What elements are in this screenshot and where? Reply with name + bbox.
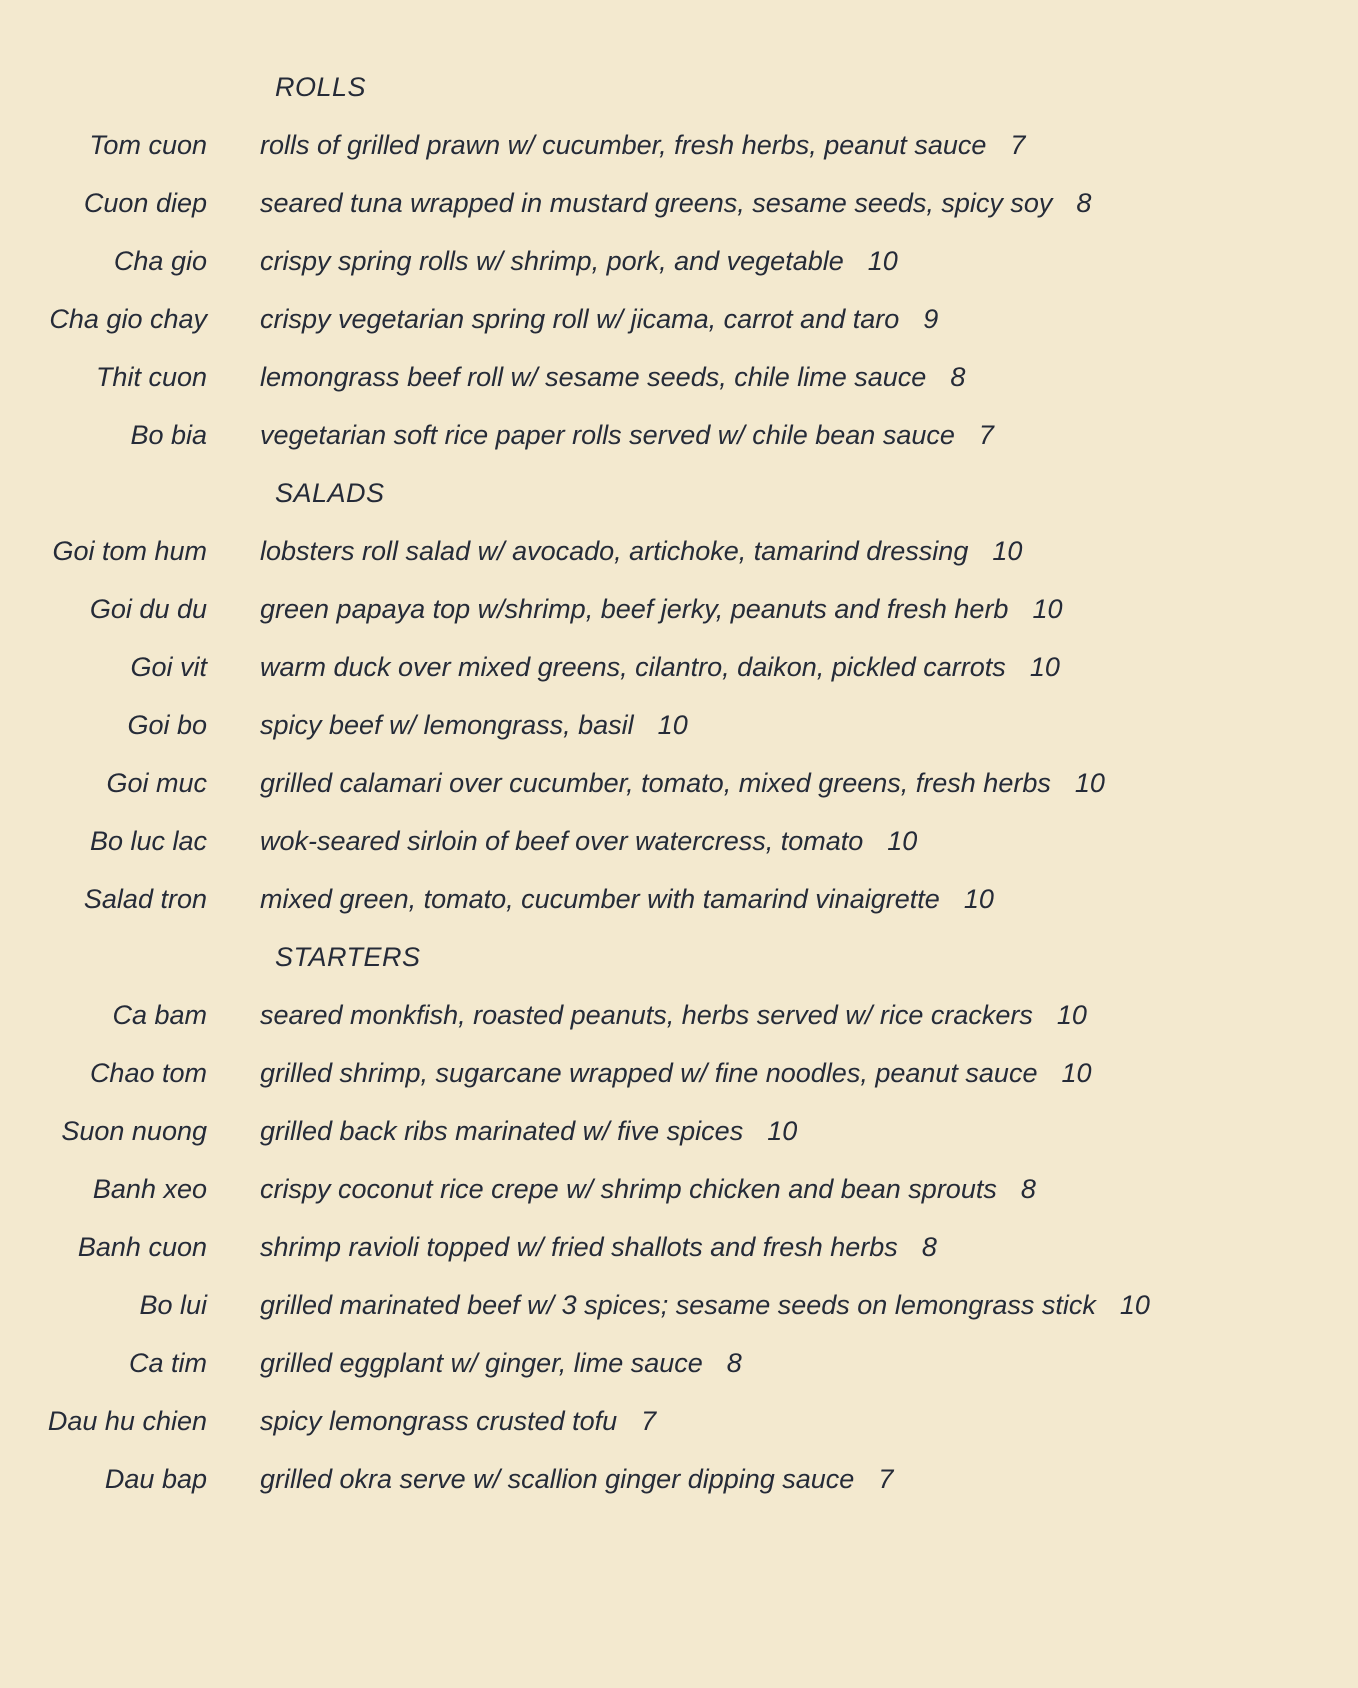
item-description-container [260,1044,1092,1102]
item-name: Tom cuon [89,130,207,160]
menu-section [0,928,1358,1508]
item-name: Goi du du [89,594,207,624]
item-name: Thit cuon [95,362,207,392]
item-description: wok-seared sirloin of beef over watercress, tomato [260,826,864,856]
item-description-container [260,1218,937,1276]
menu-item-row [0,1160,1358,1218]
item-name: Salad tron [83,884,207,914]
item-price: 8 [726,1348,742,1378]
item-description-container [260,696,688,754]
item-description: warm duck over mixed greens, cilantro, daikon, pickled carrots [260,652,1006,682]
item-name: Suon nuong [61,1116,207,1146]
item-price: 7 [641,1406,657,1436]
item-name: Goi bo [127,710,207,740]
menu-item-row [0,1218,1358,1276]
item-price: 10 [1061,1058,1092,1088]
item-description-container [260,638,1060,696]
item-name: Chao tom [89,1058,207,1088]
item-description-container [260,174,1091,232]
item-description: lobsters roll salad w/ avocado, artichoke, tamarind dressing [260,536,969,566]
menu-content [0,58,1358,1508]
item-description: crispy spring rolls w/ shrimp, pork, and vegetable [260,246,844,276]
menu-section [0,464,1358,928]
item-description-container [260,812,917,870]
menu-item-row [0,986,1358,1044]
item-price: 7 [1010,130,1026,160]
item-name: Ca tim [128,1348,207,1378]
item-name: Cha gio [113,246,207,276]
item-price: 10 [657,710,688,740]
menu-item-row [0,1450,1358,1508]
item-name: Bo bia [130,420,207,450]
item-description-container [260,754,1105,812]
item-name: Bo luc lac [89,826,207,856]
item-price: 10 [992,536,1023,566]
menu-item-row [0,290,1358,348]
item-description: shrimp ravioli topped w/ fried shallots and fresh herbs [260,1232,898,1262]
item-description-container [260,1392,656,1450]
item-name: Dau bap [104,1464,207,1494]
menu-item-row [0,232,1358,290]
item-description-container [260,1102,797,1160]
item-description: grilled marinated beef w/ 3 spices; sesame seeds on lemongrass stick [260,1290,1096,1320]
item-name: Goi tom hum [52,536,207,566]
menu-item-row [0,1392,1358,1450]
item-description-container [260,348,965,406]
item-description: vegetarian soft rice paper rolls served w/ chile bean sauce [260,420,955,450]
menu-item-row [0,522,1358,580]
menu-section-title: STARTERS [275,942,421,972]
item-price: 10 [867,246,898,276]
item-description: grilled eggplant w/ ginger, lime sauce [260,1348,703,1378]
section-title-container [260,58,366,116]
menu-item-row [0,174,1358,232]
item-price: 10 [1119,1290,1150,1320]
item-description: spicy beef w/ lemongrass, basil [260,710,634,740]
section-title-container [260,928,421,986]
item-description: lemongrass beef roll w/ sesame seeds, chile lime sauce [260,362,927,392]
menu-item-row [0,638,1358,696]
item-price: 7 [978,420,994,450]
menu-item-row [0,1276,1358,1334]
menu-item-row [0,812,1358,870]
item-description-container [260,406,994,464]
menu-section [0,58,1358,464]
item-price: 8 [950,362,966,392]
menu-item-row [0,406,1358,464]
item-description-container [260,1334,742,1392]
menu-section-title: ROLLS [275,72,367,102]
item-description: grilled calamari over cucumber, tomato, mixed greens, fresh herbs [260,768,1051,798]
item-price: 7 [878,1464,894,1494]
item-description-container [260,232,898,290]
menu-item-row [0,1102,1358,1160]
menu-section-title: SALADS [275,478,385,508]
menu-item-row [0,580,1358,638]
menu-item-row [0,696,1358,754]
item-price: 10 [1056,1000,1087,1030]
item-description: seared tuna wrapped in mustard greens, sesame seeds, spicy soy [260,188,1053,218]
item-name: Goi vit [130,652,207,682]
item-description: crispy vegetarian spring roll w/ jicama, carrot and taro [260,304,900,334]
item-name: Banh cuon [77,1232,207,1262]
item-price: 10 [1029,652,1060,682]
item-description: mixed green, tomato, cucumber with tamarind vinaigrette [260,884,940,914]
item-price: 10 [1032,594,1063,624]
menu-item-row [0,1334,1358,1392]
item-description: grilled okra serve w/ scallion ginger dipping sauce [260,1464,855,1494]
item-description: grilled back ribs marinated w/ five spices [260,1116,744,1146]
menu-section-header-row [0,58,1358,116]
item-description: rolls of grilled prawn w/ cucumber, fresh herbs, peanut sauce [260,130,987,160]
item-name: Dau hu chien [47,1406,207,1436]
item-description-container [260,116,1025,174]
item-name: Bo lui [139,1290,207,1320]
item-price: 9 [923,304,939,334]
item-description-container [260,290,938,348]
menu-item-row [0,116,1358,174]
item-description-container [260,1450,893,1508]
section-title-container [260,464,385,522]
item-description-container [260,986,1087,1044]
menu-item-row [0,754,1358,812]
item-description: seared monkfish, roasted peanuts, herbs served w/ rice crackers [260,1000,1033,1030]
item-name: Cuon diep [83,188,207,218]
menu-section-header-row [0,928,1358,986]
item-description-container [260,522,1022,580]
item-price: 10 [887,826,918,856]
item-description: crispy coconut rice crepe w/ shrimp chicken and bean sprouts [260,1174,997,1204]
item-description-container [260,1160,1036,1218]
item-description-container [260,870,994,928]
item-price: 10 [1074,768,1105,798]
item-price: 10 [767,1116,798,1146]
item-description: grilled shrimp, sugarcane wrapped w/ fine noodles, peanut sauce [260,1058,1038,1088]
menu-section-header-row [0,464,1358,522]
item-description: green papaya top w/shrimp, beef jerky, peanuts and fresh herb [260,594,1009,624]
item-description-container [260,580,1063,638]
menu-item-row [0,870,1358,928]
item-price: 8 [1020,1174,1036,1204]
item-name: Cha gio chay [49,304,207,334]
menu-item-row [0,348,1358,406]
item-name: Banh xeo [92,1174,207,1204]
item-description: spicy lemongrass crusted tofu [260,1406,618,1436]
item-description-container [260,1276,1150,1334]
item-price: 8 [1076,188,1092,218]
item-price: 8 [921,1232,937,1262]
item-name: Ca bam [112,1000,207,1030]
item-price: 10 [963,884,994,914]
item-name: Goi muc [106,768,207,798]
menu-item-row [0,1044,1358,1102]
